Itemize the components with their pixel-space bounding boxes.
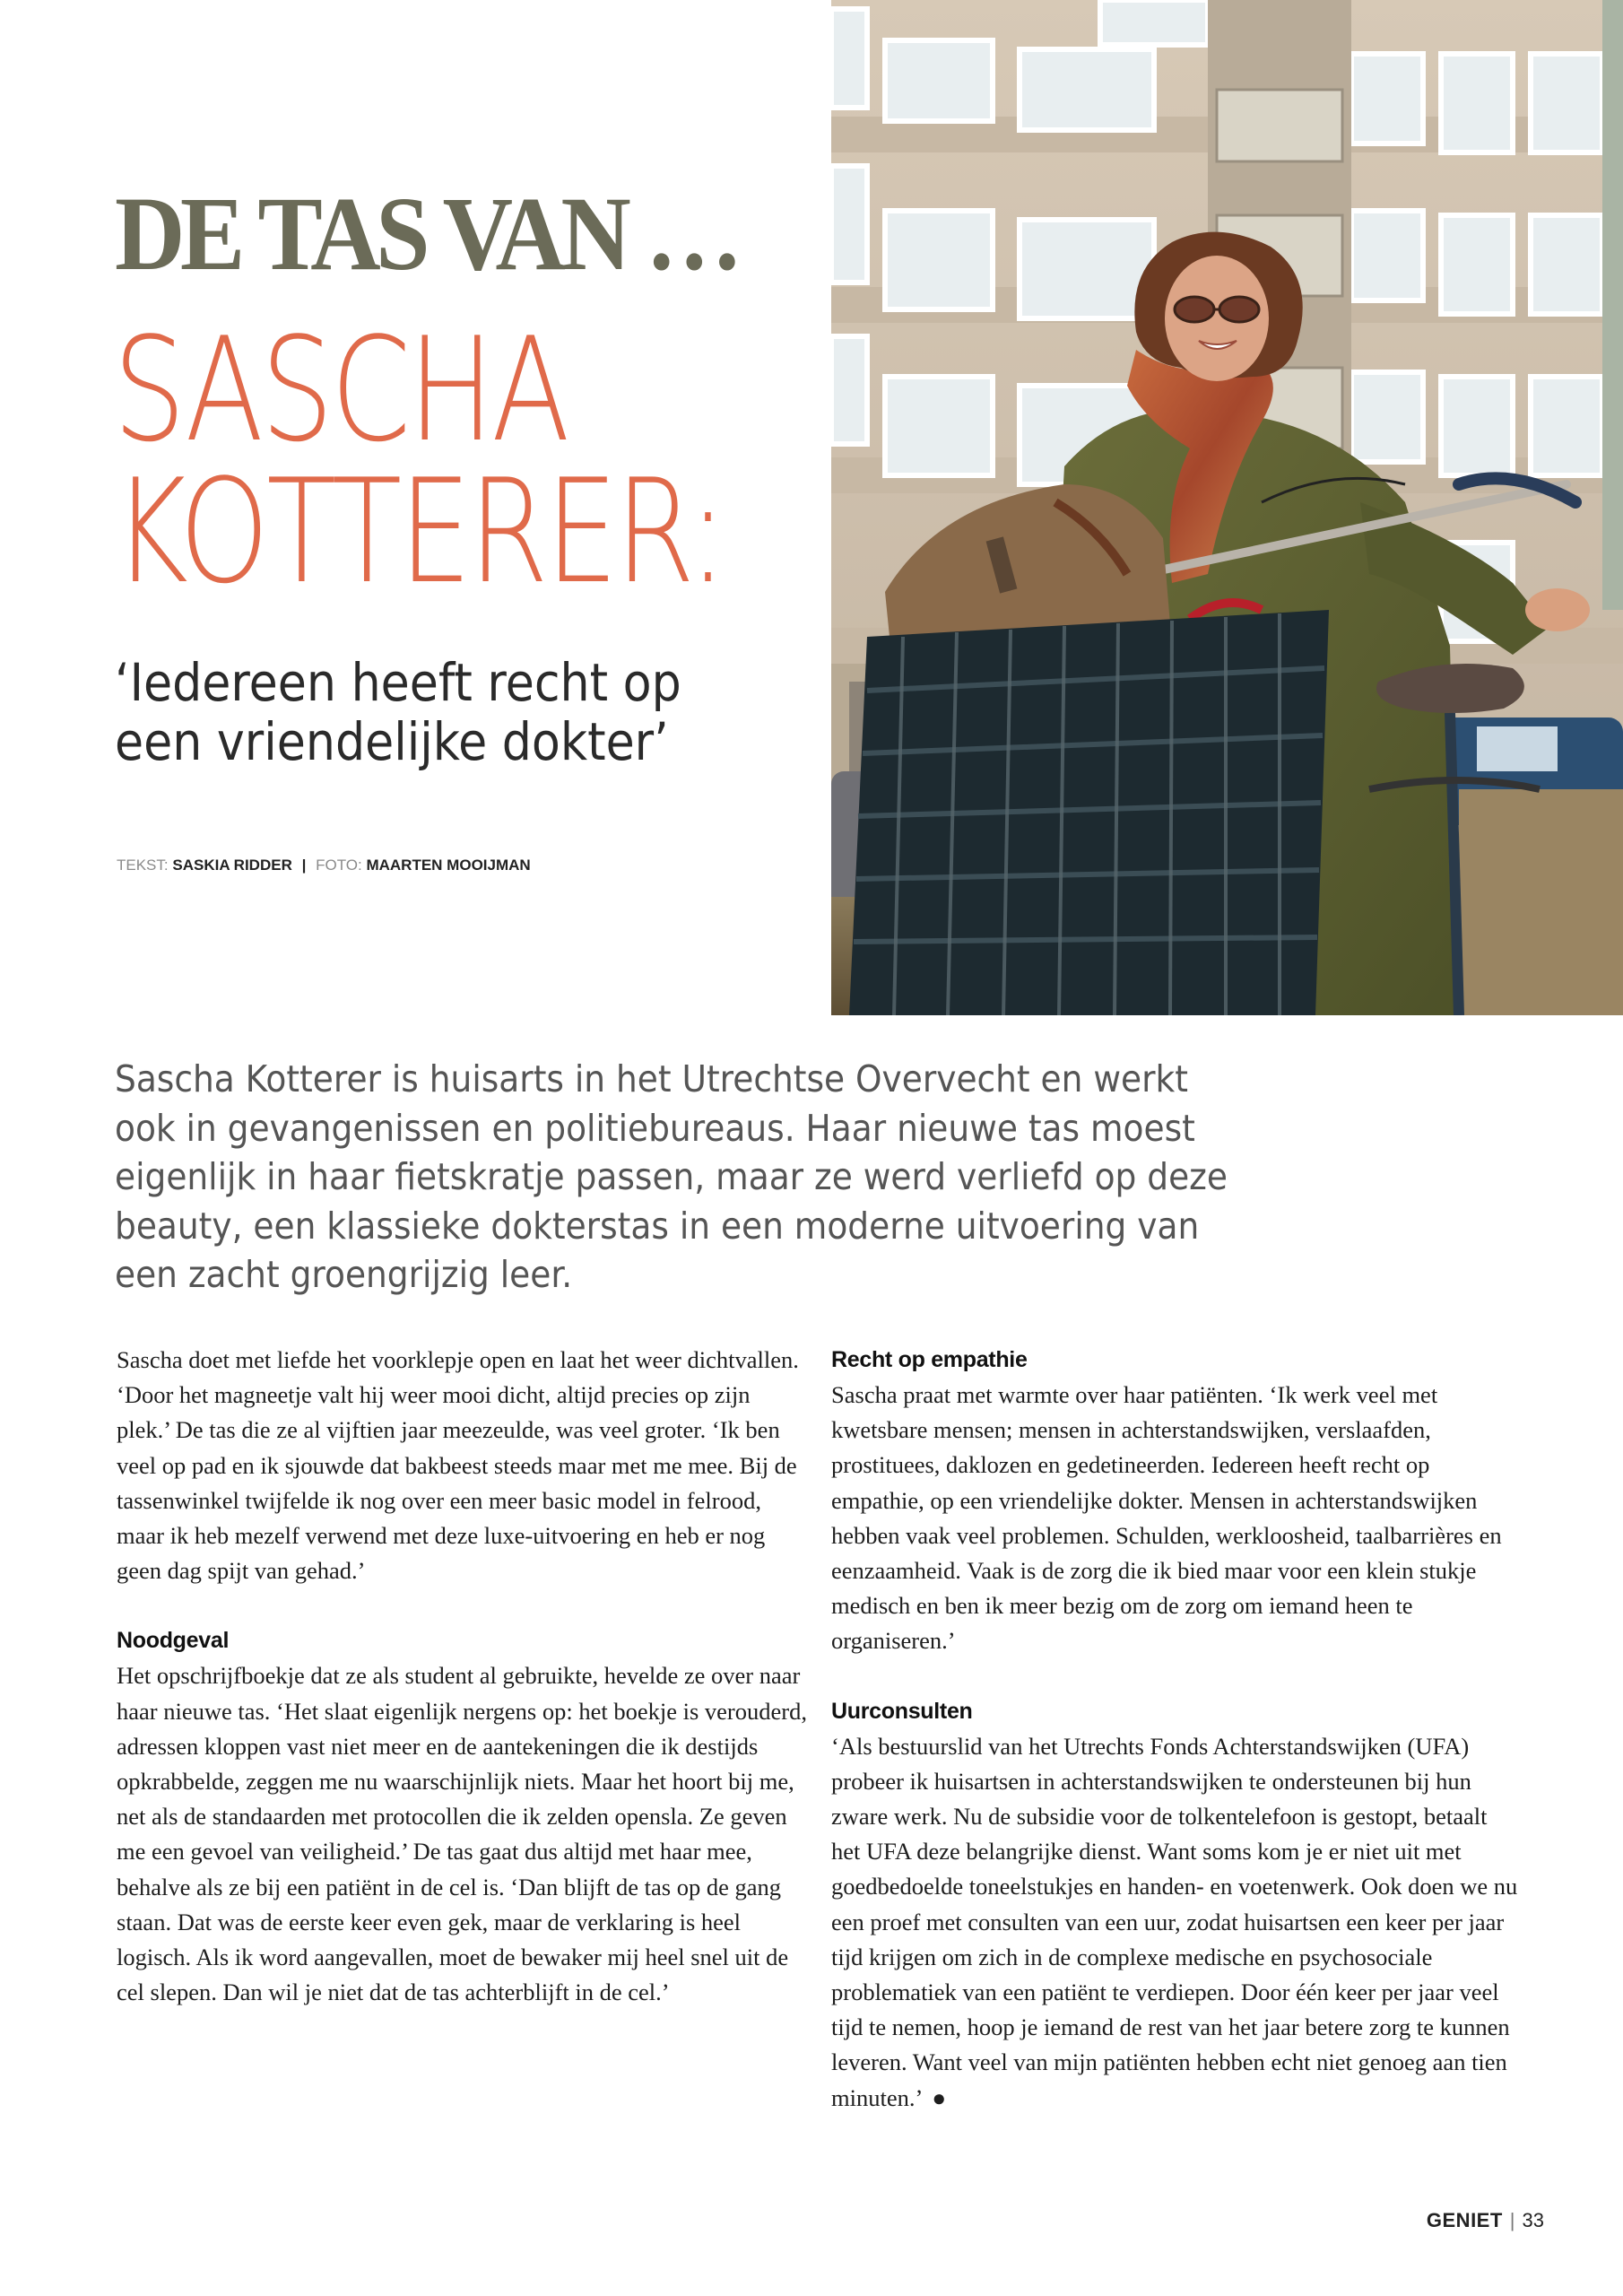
body-paragraph: Sascha doet met liefde het voorklepje open en laat het weer dichtvallen. ‘Door het magneetje valt hij weer mooi dicht, altijd precies op zijn plek.’ De tas die ze al vijftien jaar meezeulde, was veel groter. ‘Ik ben veel op pad en ik sjouwde dat bakbeest steeds maar met me mee. Bij de tassenwinkel twijfelde ik nog over een meer basic model in felrood, maar ik heb mezelf verwend met deze luxe-uitvoering en heb er nog geen dag spijt van gehad.’ bbox=[117, 1346, 799, 1585]
kicker-title: DE TAS VAN … bbox=[115, 175, 738, 292]
paragraph-spacer bbox=[117, 1588, 807, 1623]
body-paragraph: Het opschrijfboekje dat ze als student al gebruikte, hevelde ze over naar haar nieuwe tas. ‘Het slaat eigenlijk nergens op: het boekje is verouderd, adressen kloppen vast niet meer en de aantekeningen die ik destijds opkrabbelde, zeggen me nu waarschijnlijk niets. Maar het hoort bij me, net als de standaarden met protocollen die ik zelden opensla. Ze geven me een gevoel van veiligheid.’ De tas gaat dus altijd met haar mee, behalve als ze bij een patiënt in de cel is. ‘Dan blijft de tas op de gang staan. Dat was de eerste keer even gek, maar de verklaring is heel logisch. Als ik word aangevallen, moet de bewaker mij heel snel uit de cel slepen. Dan wil je niet dat de tas achterblijft in de cel.’ bbox=[117, 1662, 807, 2006]
body-paragraph-text: ‘Als bestuurslid van het Utrechts Fonds Achterstandswijken (UFA) probeer ik huisartsen in achterstandswijken te ondersteunen bij hun zware werk. Nu de subsidie voor de tolkentelefoon is gestopt, betaalt het UFA deze belangrijke dienst. Want soms kom je er niet uit met goedbedoelde toneelstukjes en handen- en voetenwerk. Ook doen we nu een proef met consulten van een uur, zodat huisartsen een keer per jaar tijd krijgen om zich in de complexe medische en psychosociale problematiek van een patiënt te verdiepen. Door één keer per jaar veel tijd te nemen, hoop je iemand de rest van het jaar betere zorg te kunnen leveren. Want veel van mijn patiënten hebben echt niet genoeg aan tien minuten.’ bbox=[831, 1732, 1518, 2111]
section-heading-uurconsulten: Uurconsulten bbox=[831, 1698, 973, 1724]
pull-quote-line2: een vriendelijke dokter’ bbox=[115, 711, 669, 772]
pull-quote bbox=[115, 653, 681, 771]
body-paragraph: Sascha praat met warmte over haar patiënten. ‘Ik werk veel met kwetsbare mensen; mensen in achterstandswijken, verslaafden, prostituees, daklozen en gedetineerden. Iedereen heeft recht op empathie, op een vriendelijke dokter. Mensen in achterstandswijken hebben vaak veel problemen. Schulden, werkloosheid, taalbarrières en eenzaamheid. Vaak is de zorg die ik bied maar voor een klein stukje medisch en ben ik meer bezig om de zorg om iemand heen te organiseren.’ bbox=[831, 1381, 1502, 1655]
page-folio bbox=[1427, 2209, 1544, 2232]
end-mark-icon: ● bbox=[932, 2084, 947, 2111]
subject-name-line2: KOTTERER: bbox=[113, 448, 725, 615]
portrait-photo bbox=[831, 0, 1623, 1015]
subject-name-line1: SASCHA bbox=[113, 306, 568, 474]
folio-separator: | bbox=[1509, 2209, 1515, 2231]
byline-separator: | bbox=[301, 857, 307, 874]
body-paragraph-final bbox=[831, 1729, 1522, 2116]
byline-text-author: SASKIA RIDDER bbox=[172, 857, 292, 874]
intro-paragraph: Sascha Kotterer is huisarts in het Utrechtse Overvecht en werkt ook in gevangenissen en politiebureaus. Haar nieuwe tas moest eigenlijk in haar fietskratje passen, maar ze werd verliefd op deze beauty, een klassieke dokterstas in een moderne uitvoering van een zacht groengrijzig leer. bbox=[115, 1057, 1228, 1296]
magazine-name: GENIET bbox=[1426, 2209, 1503, 2231]
section-heading-noodgeval: Noodgeval bbox=[117, 1628, 230, 1654]
pull-quote-line1: ‘Iedereen heeft recht op bbox=[115, 652, 681, 713]
byline-photo-author: MAARTEN MOOIJMAN bbox=[366, 857, 531, 874]
byline bbox=[117, 857, 531, 874]
paragraph-spacer bbox=[831, 1659, 1522, 1694]
page-number: 33 bbox=[1522, 2209, 1544, 2231]
body-column-left bbox=[117, 1343, 807, 2010]
subject-name bbox=[113, 306, 725, 615]
body-column-right bbox=[831, 1343, 1522, 2116]
byline-text-label: TEKST: bbox=[117, 857, 169, 874]
byline-photo-label: FOTO: bbox=[316, 857, 362, 874]
section-heading-recht-op-empathie: Recht op empathie bbox=[831, 1347, 1028, 1372]
